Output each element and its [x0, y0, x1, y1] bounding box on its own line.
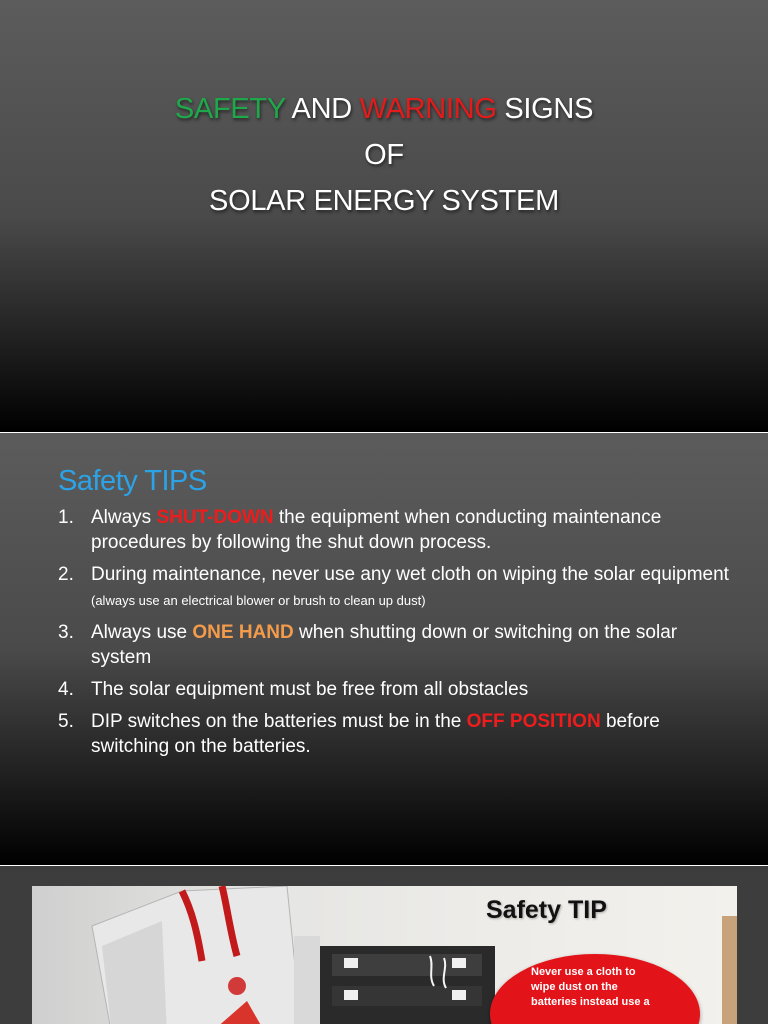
tips-list	[56, 505, 736, 766]
list-number: 4.	[58, 679, 74, 700]
tip-highlight: ONE HAND	[192, 622, 294, 643]
slide-title	[0, 86, 768, 224]
list-number: 2.	[58, 564, 74, 585]
tip-note: (always use an electrical blower or brush to clean up dust)	[91, 593, 426, 608]
title-line-1	[0, 86, 768, 132]
safety-tips-slide	[0, 433, 768, 865]
list-item	[56, 505, 736, 555]
title-line-3: SOLAR ENERGY SYSTEM	[209, 185, 559, 217]
tip-text: The solar equipment must be free from all obstacles	[91, 679, 529, 700]
tip-highlight: SHUT-DOWN	[156, 507, 274, 528]
list-item	[56, 709, 736, 759]
list-number: 1.	[58, 507, 74, 528]
title-slide	[0, 0, 768, 432]
title-word-signs: SIGNS	[496, 93, 594, 125]
tip-text: During maintenance, never use any wet cloth on wiping the solar equipment	[91, 564, 729, 585]
safety-tip-label: Safety TIP	[486, 896, 607, 924]
list-number: 3.	[58, 622, 74, 643]
title-line-2: OF	[364, 139, 404, 171]
list-item	[56, 620, 736, 670]
tips-heading: Safety TIPS	[58, 465, 207, 497]
safety-tip-photo-slide	[0, 866, 768, 1024]
tip-text: Always use	[91, 622, 193, 643]
tip-text: Always	[91, 507, 157, 528]
title-word-warning: WARNING	[359, 93, 497, 125]
list-number: 5.	[58, 711, 74, 732]
tip-text: DIP switches on the batteries must be in the	[91, 711, 467, 732]
title-word-and: AND	[285, 93, 360, 125]
list-item	[56, 677, 736, 702]
list-item	[56, 562, 736, 613]
tip-text: the equipment when conducting maintenance procedures by following the shut down process.	[91, 507, 662, 553]
tip-highlight: OFF POSITION	[466, 711, 601, 732]
tip-text: before switching on the batteries.	[91, 711, 660, 757]
tip-bubble-text: Never use a cloth to wipe dust on the batteries instead use a	[531, 966, 650, 1008]
title-word-safety: SAFETY	[174, 93, 286, 125]
tip-text: when shutting down or switching on the solar system	[91, 622, 678, 668]
